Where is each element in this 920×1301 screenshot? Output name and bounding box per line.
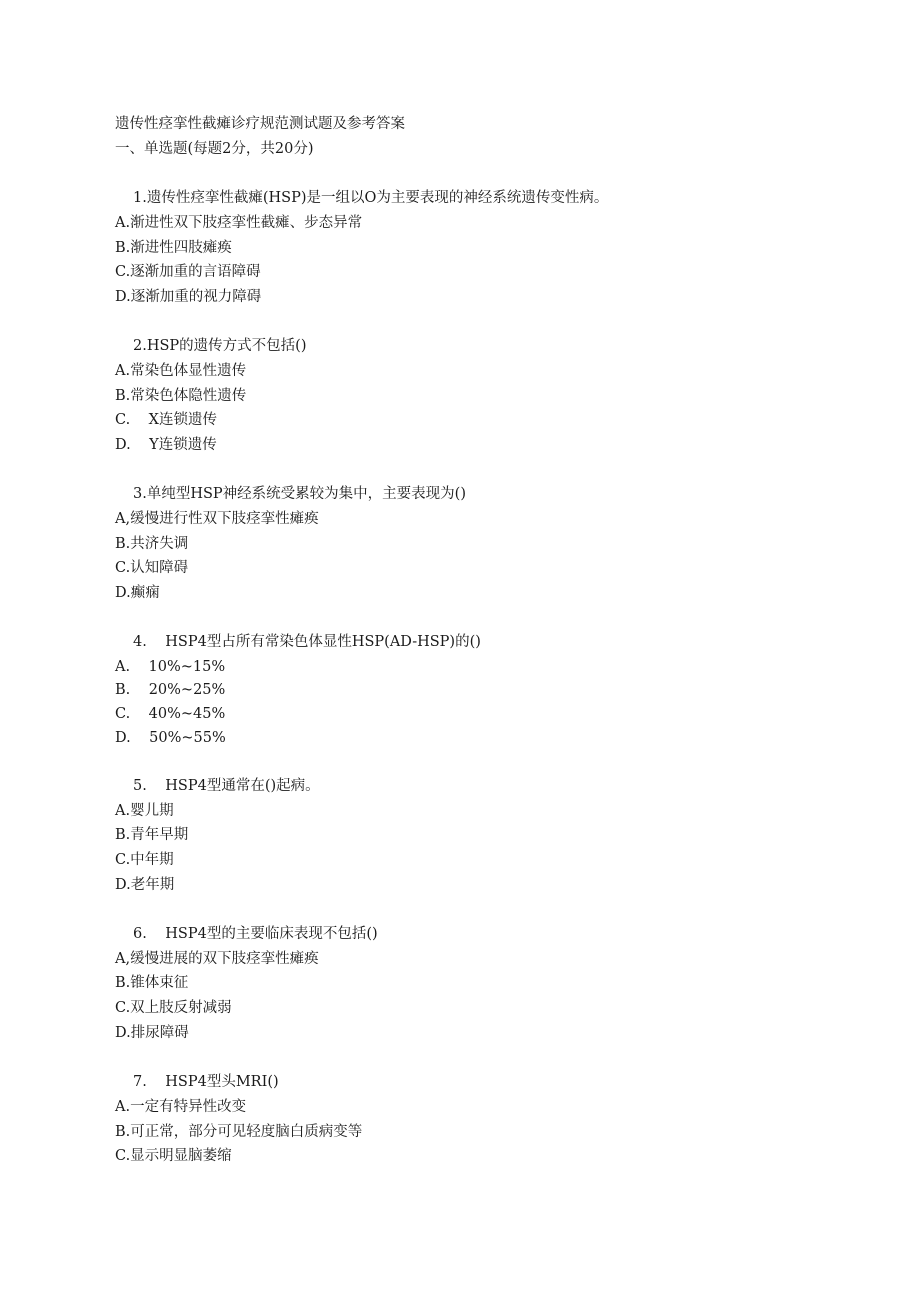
question-4-stem: 4. HSP4型占所有常染色体显性HSP(AD-HSP)的(): [133, 634, 481, 650]
question-1-option-d: D.逐渐加重的视力障碍: [115, 289, 262, 305]
section-heading: 一、单选题(每题2分，共20分): [115, 141, 314, 157]
question-3-option-c: C.认知障碍: [115, 560, 189, 576]
question-6-option-d: D.排尿障碍: [115, 1025, 189, 1041]
question-1-option-b: B.渐进性四肢瘫痪: [115, 240, 232, 256]
question-3-option-b: B.共济失调: [115, 536, 189, 552]
question-5-option-c: C.中年期: [115, 852, 174, 868]
question-2-option-c: C. X连锁遗传: [115, 412, 217, 428]
question-4-option-d: D. 50%~55%: [115, 730, 226, 746]
question-5-option-b: B.青年早期: [115, 827, 189, 843]
question-4-option-b: B. 20%~25%: [115, 682, 226, 698]
question-7-option-a: A.一定有特异性改变: [115, 1099, 247, 1115]
question-2-option-d: D. Y连锁遗传: [115, 437, 217, 453]
question-2-option-a: A.常染色体显性遗传: [115, 363, 247, 379]
question-6-option-c: C.双上肢反射减弱: [115, 1000, 232, 1016]
document-title: 遗传性痉挛性截瘫诊疗规范测试题及参考答案: [115, 116, 405, 132]
question-6-option-b: B.锥体束征: [115, 975, 189, 991]
question-3-option-d: D.癫痫: [115, 585, 160, 601]
question-1-option-a: A.渐进性双下肢痉挛性截瘫、步态异常: [115, 215, 363, 231]
question-3-option-a: A,缓慢进行性双下肢痉挛性瘫痪: [115, 511, 319, 527]
question-4-option-a: A. 10%~15%: [115, 659, 226, 675]
question-5-option-a: A.婴儿期: [115, 803, 174, 819]
question-7-option-c: C.显示明显脑萎缩: [115, 1148, 232, 1164]
question-3-stem: 3.单纯型HSP神经系统受累较为集中，主要表现为(): [133, 486, 466, 502]
question-2-stem: 2.HSP的遗传方式不包括(): [133, 338, 307, 354]
question-5-option-d: D.老年期: [115, 877, 175, 893]
question-7-option-b: B.可正常，部分可见轻度脑白质病变等: [115, 1124, 363, 1140]
question-6-stem: 6. HSP4型的主要临床表现不包括(): [133, 926, 378, 942]
question-1-stem: 1.遗传性痉挛性截瘫(HSP)是一组以O为主要表现的神经系统遗传变性病。: [133, 190, 609, 206]
question-1-option-c: C.逐渐加重的言语障碍: [115, 264, 261, 280]
question-2-option-b: B.常染色体隐性遗传: [115, 388, 247, 404]
question-7-stem: 7. HSP4型头MRI(): [133, 1074, 279, 1090]
question-6-option-a: A,缓慢进展的双下肢痉挛性瘫痪: [115, 951, 319, 967]
question-5-stem: 5. HSP4型通常在()起病。: [133, 778, 320, 794]
question-4-option-c: C. 40%~45%: [115, 706, 226, 722]
